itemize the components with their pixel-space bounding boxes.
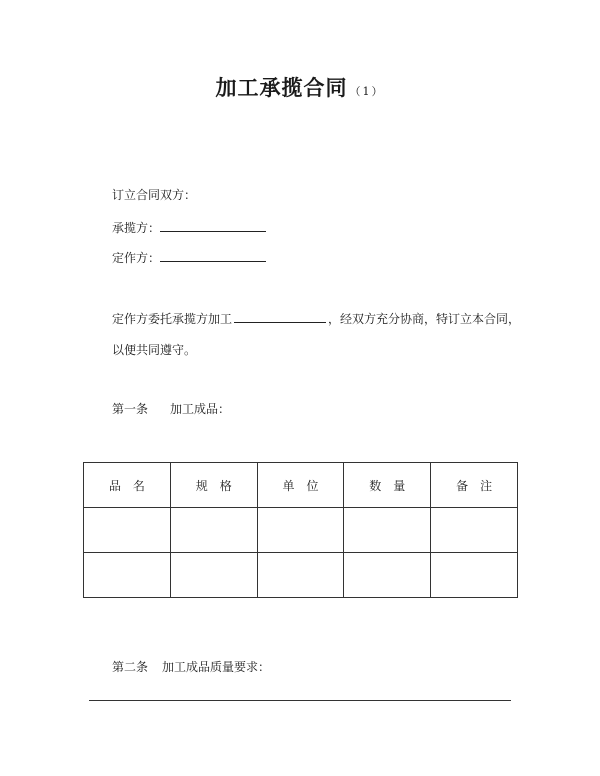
article-1-title: 加工成品： xyxy=(170,402,231,416)
article-2-title: 加工成品质量要求： xyxy=(162,660,271,674)
title-main: 加工承揽合同 xyxy=(215,76,348,100)
table-row xyxy=(84,508,518,553)
preamble-line-2: 以便共同遵守。 xyxy=(112,343,197,357)
header-quantity: 数量 xyxy=(344,463,431,508)
table-cell[interactable] xyxy=(431,508,518,553)
products-table xyxy=(83,462,518,598)
article-1-number: 第一条 xyxy=(112,402,149,416)
quality-requirements-blank[interactable] xyxy=(89,700,511,701)
contractor-label: 承揽方： xyxy=(112,221,161,235)
client-blank[interactable] xyxy=(160,249,266,262)
header-name: 品名 xyxy=(84,463,171,508)
preamble-part2: ，经双方充分协商，特订立本合同， xyxy=(328,312,521,326)
table-cell[interactable] xyxy=(170,553,257,598)
preamble-line-1 xyxy=(112,310,520,327)
table-cell[interactable] xyxy=(344,553,431,598)
header-spec: 规格 xyxy=(170,463,257,508)
table-cell[interactable] xyxy=(431,553,518,598)
table-cell[interactable] xyxy=(84,508,171,553)
article-2-number: 第二条 xyxy=(112,660,149,674)
document-title xyxy=(0,72,600,102)
contractor-line xyxy=(112,219,266,236)
header-remarks: 备注 xyxy=(431,463,518,508)
table-header-row xyxy=(84,463,518,508)
table-cell[interactable] xyxy=(257,508,344,553)
parties-intro: 订立合同双方： xyxy=(112,188,197,202)
table-cell[interactable] xyxy=(344,508,431,553)
preamble-part1: 定作方委托承揽方加工 xyxy=(112,312,233,326)
table-cell[interactable] xyxy=(170,508,257,553)
article-1-heading xyxy=(112,401,230,417)
table-row xyxy=(84,553,518,598)
header-unit: 单位 xyxy=(257,463,344,508)
title-suffix: （1） xyxy=(349,85,385,98)
contractor-blank[interactable] xyxy=(160,219,266,232)
processed-item-blank[interactable] xyxy=(234,310,326,323)
client-line xyxy=(112,249,266,266)
article-2-heading xyxy=(112,659,270,675)
table-cell[interactable] xyxy=(257,553,344,598)
client-label: 定作方： xyxy=(112,251,161,265)
table-cell[interactable] xyxy=(84,553,171,598)
